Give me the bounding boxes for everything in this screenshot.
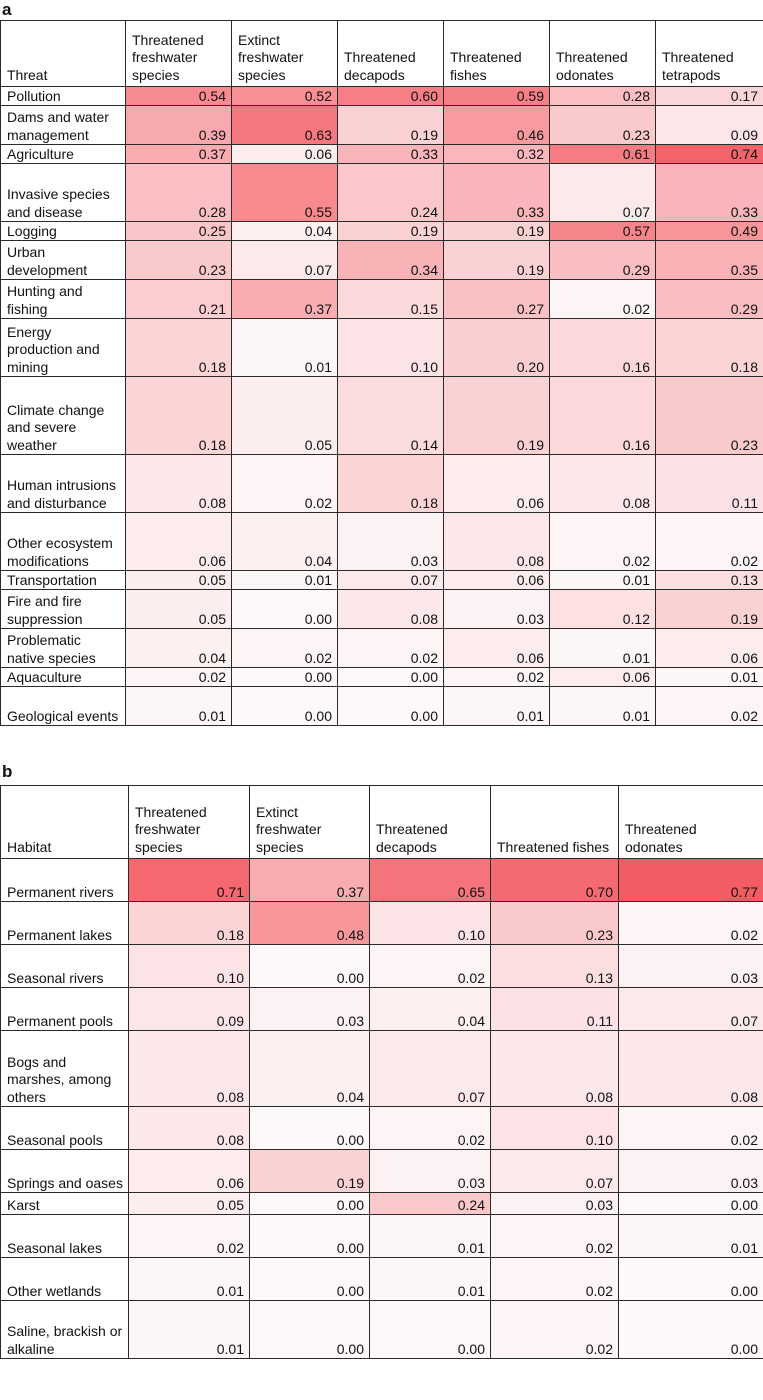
heat-cell: 0.21: [126, 280, 232, 319]
table-row: [1, 571, 763, 590]
heat-cell: 0.02: [550, 280, 656, 319]
heat-cell: 0.70: [491, 859, 619, 902]
heat-cell: 0.06: [444, 571, 550, 590]
heat-cell: 0.01: [126, 687, 232, 726]
row-label: Springs and oases: [1, 1150, 129, 1193]
heat-cell: 0.06: [444, 629, 550, 668]
row-label: Seasonal pools: [1, 1107, 129, 1150]
heat-cell: 0.01: [129, 1301, 250, 1359]
heat-cell: 0.03: [338, 513, 444, 571]
column-header: Threatened decapods: [370, 786, 491, 859]
heat-cell: 0.27: [444, 280, 550, 319]
heat-cell: 0.23: [656, 377, 763, 455]
row-label: Permanent pools: [1, 988, 129, 1031]
heat-cell: 0.06: [550, 668, 656, 687]
row-label: Urban development: [1, 241, 126, 280]
heat-cell: 0.03: [444, 590, 550, 629]
heat-cell: 0.49: [656, 222, 763, 241]
row-label: Other wetlands: [1, 1258, 129, 1301]
heat-cell: 0.19: [250, 1150, 370, 1193]
heat-cell: 0.11: [656, 455, 763, 513]
heat-cell: 0.00: [250, 1107, 370, 1150]
row-label: Geological events: [1, 687, 126, 726]
heat-cell: 0.33: [338, 145, 444, 164]
table-row: [1, 455, 763, 513]
table-row: [1, 1150, 763, 1193]
row-label: Pollution: [1, 87, 126, 106]
column-header: Threatened fishes: [491, 786, 619, 859]
heat-cell: 0.06: [444, 455, 550, 513]
heat-cell: 0.01: [656, 668, 763, 687]
heat-cell: 0.02: [129, 1215, 250, 1258]
table-row: [1, 590, 763, 629]
heat-cell: 0.18: [126, 377, 232, 455]
heat-cell: 0.06: [656, 629, 763, 668]
row-label: Karst: [1, 1193, 129, 1215]
heat-cell: 0.00: [619, 1301, 763, 1359]
row-label: Permanent lakes: [1, 902, 129, 945]
heat-cell: 0.10: [370, 902, 491, 945]
table-row: [1, 859, 763, 902]
table-row: [1, 988, 763, 1031]
heat-cell: 0.02: [656, 513, 763, 571]
heat-cell: 0.74: [656, 145, 763, 164]
heat-cell: 0.18: [656, 319, 763, 377]
row-label: Saline, brackish or alkaline: [1, 1301, 129, 1359]
heat-cell: 0.17: [656, 87, 763, 106]
row-label: Logging: [1, 222, 126, 241]
table-row: [1, 629, 763, 668]
heat-cell: 0.14: [338, 377, 444, 455]
heat-cell: 0.04: [232, 222, 338, 241]
heat-cell: 0.03: [250, 988, 370, 1031]
row-label: Climate change and severe weather: [1, 377, 126, 455]
heat-cell: 0.11: [491, 988, 619, 1031]
heat-cell: 0.18: [338, 455, 444, 513]
table-row: [1, 513, 763, 571]
heat-cell: 0.63: [232, 106, 338, 145]
heat-cell: 0.19: [656, 590, 763, 629]
heat-cell: 0.01: [232, 319, 338, 377]
heat-cell: 0.02: [232, 455, 338, 513]
column-header: Threatened fishes: [444, 21, 550, 87]
heat-cell: 0.00: [250, 945, 370, 988]
heat-cell: 0.06: [232, 145, 338, 164]
row-header-label: Threat: [1, 21, 126, 87]
heat-cell: 0.12: [550, 590, 656, 629]
heat-cell: 0.05: [232, 377, 338, 455]
heat-cell: 0.01: [550, 629, 656, 668]
heat-cell: 0.02: [619, 1107, 763, 1150]
heat-cell: 0.02: [444, 668, 550, 687]
heat-cell: 0.08: [338, 590, 444, 629]
heat-cell: 0.07: [232, 241, 338, 280]
heat-cell: 0.00: [250, 1258, 370, 1301]
heat-cell: 0.55: [232, 164, 338, 222]
heat-cell: 0.33: [656, 164, 763, 222]
column-header: Extinct freshwater species: [250, 786, 370, 859]
row-label: Seasonal rivers: [1, 945, 129, 988]
heat-cell: 0.08: [444, 513, 550, 571]
heat-cell: 0.08: [619, 1031, 763, 1107]
heat-cell: 0.19: [444, 222, 550, 241]
heat-cell: 0.02: [338, 629, 444, 668]
heat-cell: 0.01: [550, 687, 656, 726]
heat-cell: 0.04: [126, 629, 232, 668]
heat-cell: 0.03: [491, 1193, 619, 1215]
heat-cell: 0.01: [370, 1215, 491, 1258]
heat-cell: 0.13: [491, 945, 619, 988]
heat-cell: 0.02: [370, 1107, 491, 1150]
heat-cell: 0.07: [370, 1031, 491, 1107]
heat-cell: 0.16: [550, 377, 656, 455]
column-header: Extinct freshwater species: [232, 21, 338, 87]
panel-label-a: a: [2, 0, 12, 19]
heat-cell: 0.65: [370, 859, 491, 902]
heat-cell: 0.02: [491, 1258, 619, 1301]
heat-cell: 0.02: [126, 668, 232, 687]
heat-cell: 0.10: [129, 945, 250, 988]
row-label: Problematic native species: [1, 629, 126, 668]
table-row: [1, 1031, 763, 1107]
heat-cell: 0.32: [444, 145, 550, 164]
row-label: Permanent rivers: [1, 859, 129, 902]
heat-cell: 0.59: [444, 87, 550, 106]
table-row: [1, 1193, 763, 1215]
heat-cell: 0.16: [550, 319, 656, 377]
heat-cell: 0.52: [232, 87, 338, 106]
heat-cell: 0.00: [250, 1215, 370, 1258]
heat-cell: 0.06: [129, 1150, 250, 1193]
table-row: [1, 241, 763, 280]
heat-cell: 0.37: [232, 280, 338, 319]
heat-cell: 0.02: [619, 902, 763, 945]
heat-cell: 0.08: [129, 1031, 250, 1107]
heat-cell: 0.33: [444, 164, 550, 222]
heat-cell: 0.00: [232, 668, 338, 687]
heat-cell: 0.57: [550, 222, 656, 241]
table-row: [1, 106, 763, 145]
row-label: Energy production and mining: [1, 319, 126, 377]
heat-cell: 0.07: [550, 164, 656, 222]
heat-cell: 0.00: [338, 668, 444, 687]
habitat-heatmap-table: [0, 785, 763, 1359]
table-row: [1, 1215, 763, 1258]
heat-cell: 0.02: [370, 945, 491, 988]
heat-cell: 0.08: [126, 455, 232, 513]
heat-cell: 0.10: [491, 1107, 619, 1150]
heat-cell: 0.01: [129, 1258, 250, 1301]
heat-cell: 0.37: [126, 145, 232, 164]
heat-cell: 0.05: [126, 590, 232, 629]
heat-cell: 0.01: [232, 571, 338, 590]
heat-cell: 0.23: [126, 241, 232, 280]
heat-cell: 0.03: [619, 945, 763, 988]
heat-cell: 0.18: [129, 902, 250, 945]
heat-cell: 0.08: [491, 1031, 619, 1107]
heat-cell: 0.23: [550, 106, 656, 145]
panel-label-b: b: [2, 762, 13, 781]
heat-cell: 0.08: [129, 1107, 250, 1150]
table-row: [1, 164, 763, 222]
row-label: Transportation: [1, 571, 126, 590]
heat-cell: 0.01: [550, 571, 656, 590]
table-row: [1, 902, 763, 945]
row-label: Hunting and fishing: [1, 280, 126, 319]
heat-cell: 0.39: [126, 106, 232, 145]
row-label: Agriculture: [1, 145, 126, 164]
heat-cell: 0.05: [129, 1193, 250, 1215]
table-row: [1, 1258, 763, 1301]
heat-cell: 0.00: [250, 1193, 370, 1215]
heat-cell: 0.04: [370, 988, 491, 1031]
heat-cell: 0.35: [656, 241, 763, 280]
heat-cell: 0.48: [250, 902, 370, 945]
heat-cell: 0.00: [338, 687, 444, 726]
heat-cell: 0.46: [444, 106, 550, 145]
table-row: [1, 87, 763, 106]
threat-heatmap-table: [0, 20, 763, 726]
heat-cell: 0.34: [338, 241, 444, 280]
column-header: Threatened odonates: [550, 21, 656, 87]
heat-cell: 0.10: [338, 319, 444, 377]
heat-cell: 0.02: [656, 687, 763, 726]
heat-cell: 0.19: [338, 106, 444, 145]
column-header: Threatened decapods: [338, 21, 444, 87]
table-row: [1, 945, 763, 988]
heat-cell: 0.15: [338, 280, 444, 319]
row-label: Human intrusions and disturbance: [1, 455, 126, 513]
heat-cell: 0.23: [491, 902, 619, 945]
heat-cell: 0.01: [444, 687, 550, 726]
heat-cell: 0.07: [619, 988, 763, 1031]
heat-cell: 0.00: [232, 687, 338, 726]
table-row: [1, 1301, 763, 1359]
table-row: [1, 377, 763, 455]
heat-cell: 0.01: [619, 1215, 763, 1258]
heat-cell: 0.18: [126, 319, 232, 377]
table-row: [1, 1107, 763, 1150]
heat-cell: 0.02: [491, 1301, 619, 1359]
column-header: Threatened freshwater species: [129, 786, 250, 859]
heat-cell: 0.37: [250, 859, 370, 902]
row-label: Other ecosystem modifications: [1, 513, 126, 571]
table-row: [1, 280, 763, 319]
heat-cell: 0.02: [491, 1215, 619, 1258]
heat-cell: 0.00: [370, 1301, 491, 1359]
heat-cell: 0.28: [126, 164, 232, 222]
heat-cell: 0.00: [250, 1301, 370, 1359]
heat-cell: 0.09: [656, 106, 763, 145]
heat-cell: 0.03: [370, 1150, 491, 1193]
heat-cell: 0.54: [126, 87, 232, 106]
row-header-label: Habitat: [1, 786, 129, 859]
row-label: Bogs and marshes, among others: [1, 1031, 129, 1107]
table-row: [1, 145, 763, 164]
row-label: Seasonal lakes: [1, 1215, 129, 1258]
row-label: Aquaculture: [1, 668, 126, 687]
heat-cell: 0.29: [656, 280, 763, 319]
heat-cell: 0.07: [338, 571, 444, 590]
heat-cell: 0.24: [338, 164, 444, 222]
heat-cell: 0.09: [129, 988, 250, 1031]
heat-cell: 0.71: [129, 859, 250, 902]
heat-cell: 0.28: [550, 87, 656, 106]
heat-cell: 0.00: [619, 1193, 763, 1215]
heat-cell: 0.04: [232, 513, 338, 571]
heat-cell: 0.19: [444, 241, 550, 280]
row-label: Invasive species and disease: [1, 164, 126, 222]
table-row: [1, 668, 763, 687]
heat-cell: 0.19: [338, 222, 444, 241]
heat-cell: 0.07: [491, 1150, 619, 1193]
row-label: Fire and fire suppression: [1, 590, 126, 629]
heat-cell: 0.61: [550, 145, 656, 164]
heat-cell: 0.02: [232, 629, 338, 668]
heat-cell: 0.03: [619, 1150, 763, 1193]
column-header: Threatened odonates: [619, 786, 763, 859]
heat-cell: 0.05: [126, 571, 232, 590]
heat-cell: 0.02: [550, 513, 656, 571]
table-row: [1, 319, 763, 377]
heat-cell: 0.19: [444, 377, 550, 455]
column-header: Threatened freshwater species: [126, 21, 232, 87]
header-row: [1, 21, 763, 87]
column-header: Threatened tetrapods: [656, 21, 763, 87]
heat-cell: 0.77: [619, 859, 763, 902]
heat-cell: 0.08: [550, 455, 656, 513]
heat-cell: 0.01: [370, 1258, 491, 1301]
heat-cell: 0.24: [370, 1193, 491, 1215]
table-row: [1, 222, 763, 241]
heat-cell: 0.06: [126, 513, 232, 571]
header-row: [1, 786, 763, 859]
heat-cell: 0.04: [250, 1031, 370, 1107]
heat-cell: 0.00: [619, 1258, 763, 1301]
heat-cell: 0.25: [126, 222, 232, 241]
heat-cell: 0.20: [444, 319, 550, 377]
heat-cell: 0.29: [550, 241, 656, 280]
heat-cell: 0.60: [338, 87, 444, 106]
heat-cell: 0.00: [232, 590, 338, 629]
row-label: Dams and water management: [1, 106, 126, 145]
heat-cell: 0.13: [656, 571, 763, 590]
table-row: [1, 687, 763, 726]
